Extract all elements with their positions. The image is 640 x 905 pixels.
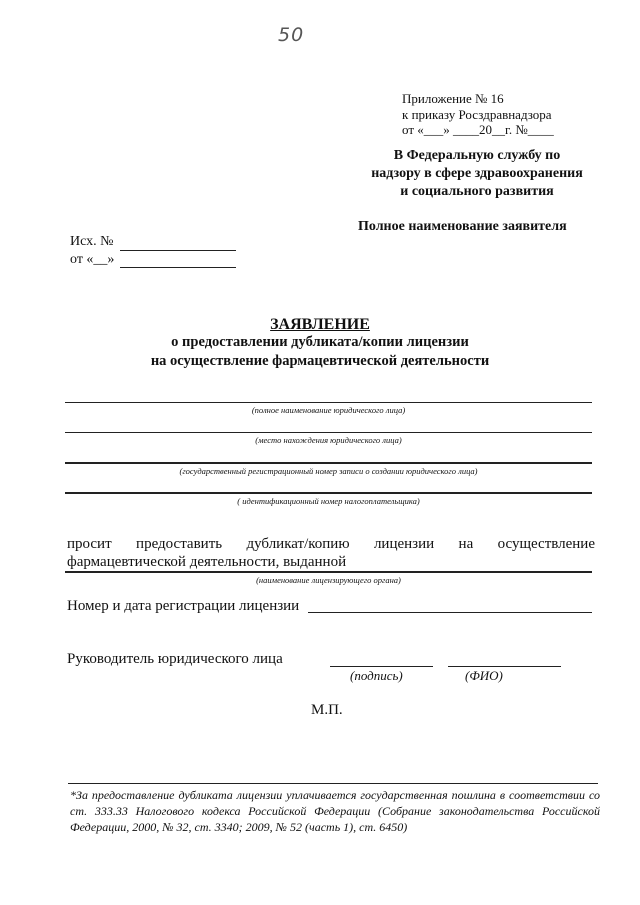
licensing-authority-caption: (наименование лицензирующего органа) [256, 575, 401, 585]
request-word: осуществление [497, 536, 595, 552]
request-line-2: фармацевтической деятельности, выданной [67, 554, 347, 570]
footnote-divider [68, 783, 598, 784]
document-title: ЗАЯВЛЕНИЕ [270, 316, 370, 333]
full-name-field[interactable] [65, 402, 592, 403]
request-word: предоставить [136, 536, 223, 552]
outgoing-date-field[interactable] [120, 267, 236, 268]
request-word: лицензии [373, 536, 435, 552]
registration-number-caption: (государственный регистрационный номер записи о создании юридического лица) [179, 466, 478, 476]
registration-number-field[interactable] [65, 462, 592, 464]
full-name-caption: (полное наименование юридического лица) [251, 405, 406, 415]
addressee-line-3: и социального развития [400, 184, 554, 199]
outgoing-number-label: Исх. № [70, 234, 114, 249]
page-number: 50 [278, 24, 305, 46]
addressee-line-2: надзору в сфере здравоохранения [371, 166, 583, 181]
stamp-label: М.П. [311, 702, 343, 718]
applicant-name-label: Полное наименование заявителя [358, 219, 567, 234]
document-subtitle-line-1: о предоставлении дубликата/копии лицензии [171, 334, 469, 350]
tax-id-field[interactable] [65, 492, 592, 494]
addressee-block [352, 147, 602, 201]
head-of-entity-label: Руководитель юридического лица [67, 651, 283, 667]
request-word: просит [67, 536, 112, 552]
document-subtitle-line-2: на осуществление фармацевтической деятельности [150, 353, 490, 369]
license-number-field[interactable] [308, 612, 592, 613]
location-caption: (место нахождения юридического лица) [255, 435, 402, 445]
location-field[interactable] [65, 432, 592, 433]
addressee-line-1: В Федеральную службу по [393, 148, 561, 163]
signature-caption: (подпись) [350, 668, 403, 683]
footnote: *За предоставление дубликата лицензии уплачивается государственная пошлина в соответствии со ст. 333.33 Налогового кодекса Российской Федерации (Собрание законодательства Российской Федерации, 2000, № 32, ст. 3340; 2009, № 52 (часть 1), ст. 6450) [70, 788, 600, 834]
appendix-line-3: от «___» ____20__г. №____ [402, 122, 554, 137]
license-number-label: Номер и дата регистрации лицензии [67, 598, 300, 614]
outgoing-date-label: от «__» [70, 252, 115, 267]
signature-field[interactable] [330, 666, 433, 667]
appendix-line-2: к приказу Росздравнадзора [402, 107, 552, 122]
appendix-line-1: Приложение № 16 [402, 91, 504, 106]
outgoing-number-field[interactable] [120, 250, 236, 251]
tax-id-caption: ( идентификационный номер налогоплательщика) [237, 496, 420, 506]
request-word: на [458, 536, 474, 552]
full-name-signature-field[interactable] [448, 666, 561, 667]
request-line-1 [67, 536, 595, 553]
fio-caption: (ФИО) [465, 668, 503, 683]
request-word: дубликат/копию [246, 536, 350, 552]
licensing-authority-field[interactable] [65, 571, 592, 573]
